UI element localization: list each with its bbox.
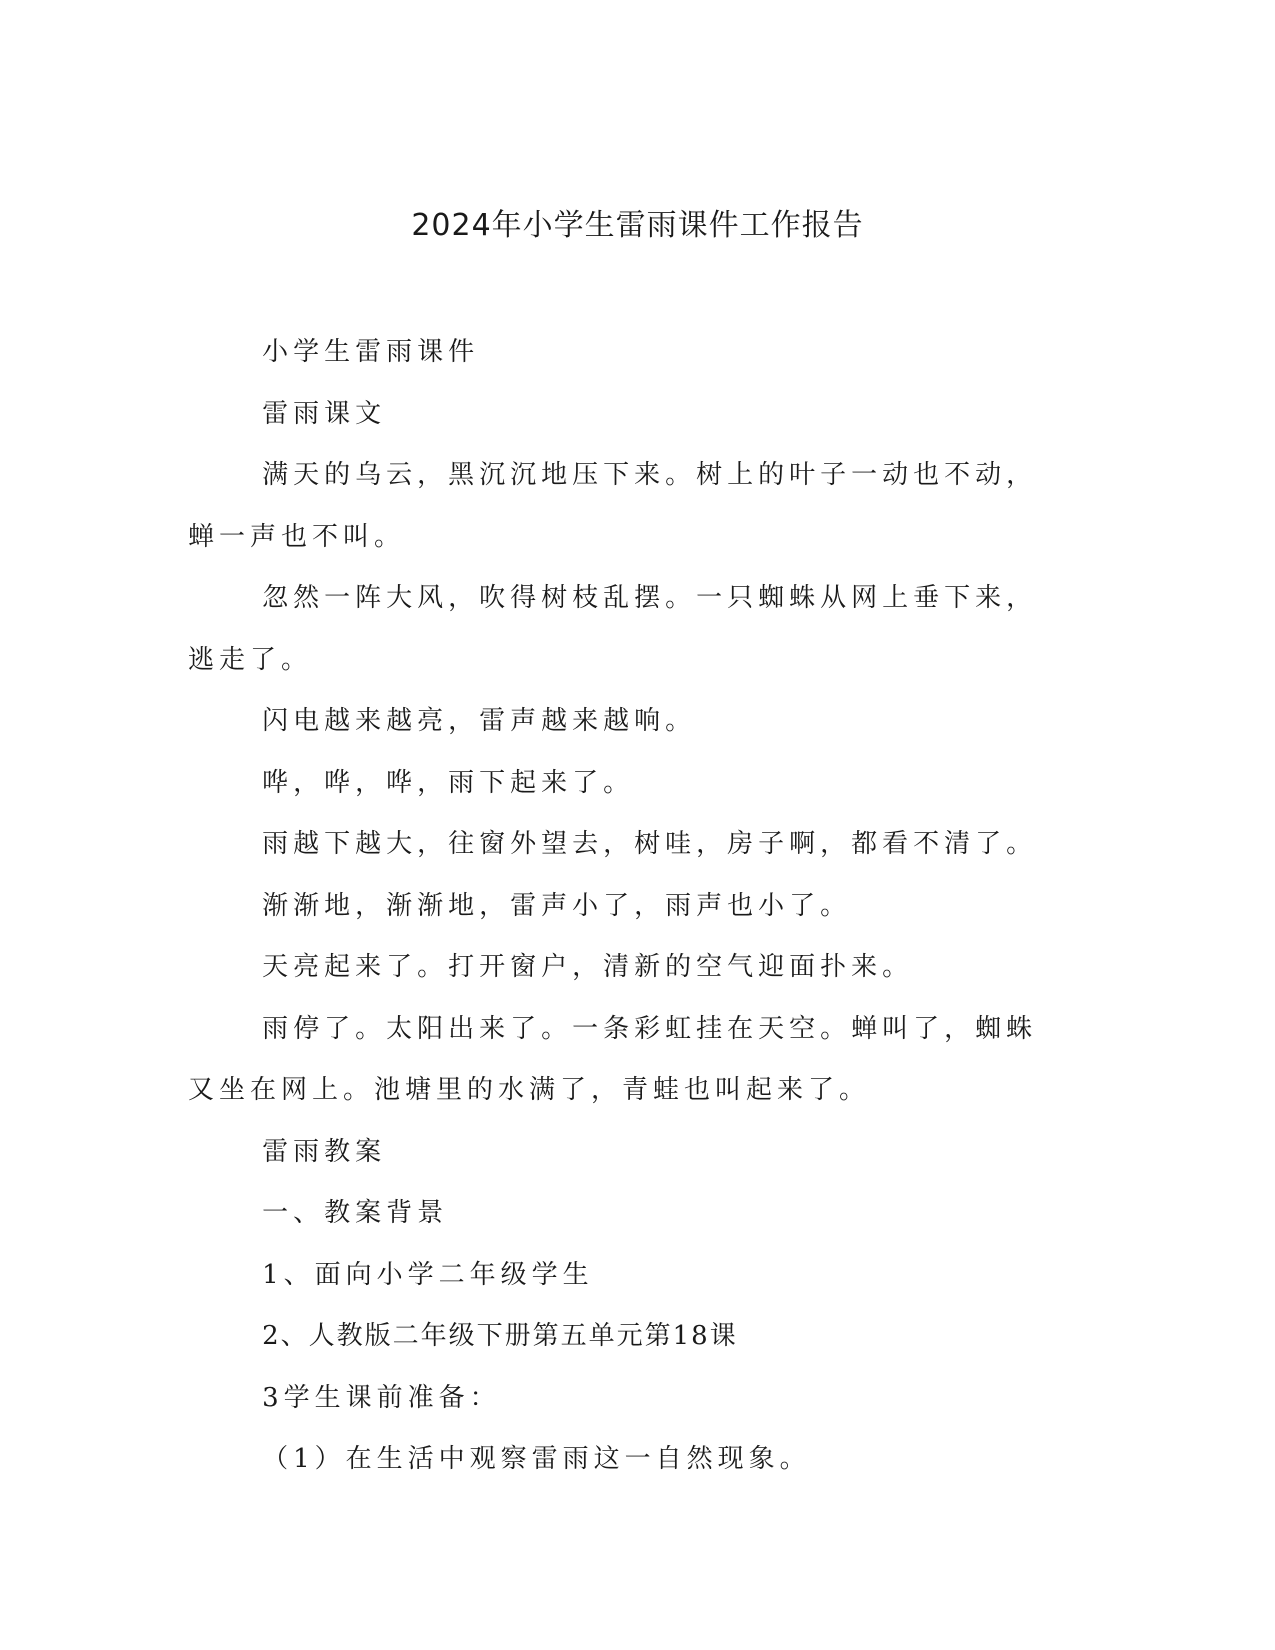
paragraph-section-heading: 一、教案背景 bbox=[262, 1198, 449, 1228]
paragraph-text-7: 天亮起来了。打开窗户，清新的空气迎面扑来。 bbox=[262, 952, 914, 982]
list-subitem-1: （1）在生活中观察雷雨这一自然现象。 bbox=[262, 1444, 811, 1474]
paragraph-text-3: 闪电越来越亮，雷声越来越响。 bbox=[262, 706, 697, 736]
paragraph-subtitle: 小学生雷雨课件 bbox=[262, 337, 480, 367]
document-title: 2024年小学生雷雨课件工作报告 bbox=[411, 208, 864, 243]
list-item-2: 2、人教版二年级下册第五单元第18课 bbox=[262, 1321, 738, 1351]
paragraph-text-5: 雨越下越大，往窗外望去，树哇，房子啊，都看不清了。 bbox=[262, 829, 1038, 859]
paragraph-text-2: 忽然一阵大风，吹得树枝乱摆。一只蜘蛛从网上垂下来，逃走了。 bbox=[188, 583, 1038, 675]
list-item-3: 3学生课前准备： bbox=[262, 1382, 501, 1413]
paragraph-text-1: 满天的乌云，黑沉沉地压下来。树上的叶子一动也不动，蝉一声也不叫。 bbox=[188, 460, 1038, 552]
list-item-1: 1、面向小学二年级学生 bbox=[262, 1259, 594, 1290]
document-body bbox=[188, 322, 1068, 1491]
paragraph-text-4: 哗，哗，哗，雨下起来了。 bbox=[262, 767, 635, 798]
paragraph-text-6: 渐渐地，渐渐地，雷声小了，雨声也小了。 bbox=[262, 890, 852, 921]
paragraph-lesson-heading: 雷雨教案 bbox=[262, 1136, 387, 1167]
paragraph-text-8: 雨停了。太阳出来了。一条彩虹挂在天空。蝉叫了，蜘蛛又坐在网上。池塘里的水满了，青蛙也叫起来了。 bbox=[188, 1013, 1038, 1105]
paragraph-text-heading: 雷雨课文 bbox=[262, 398, 387, 429]
